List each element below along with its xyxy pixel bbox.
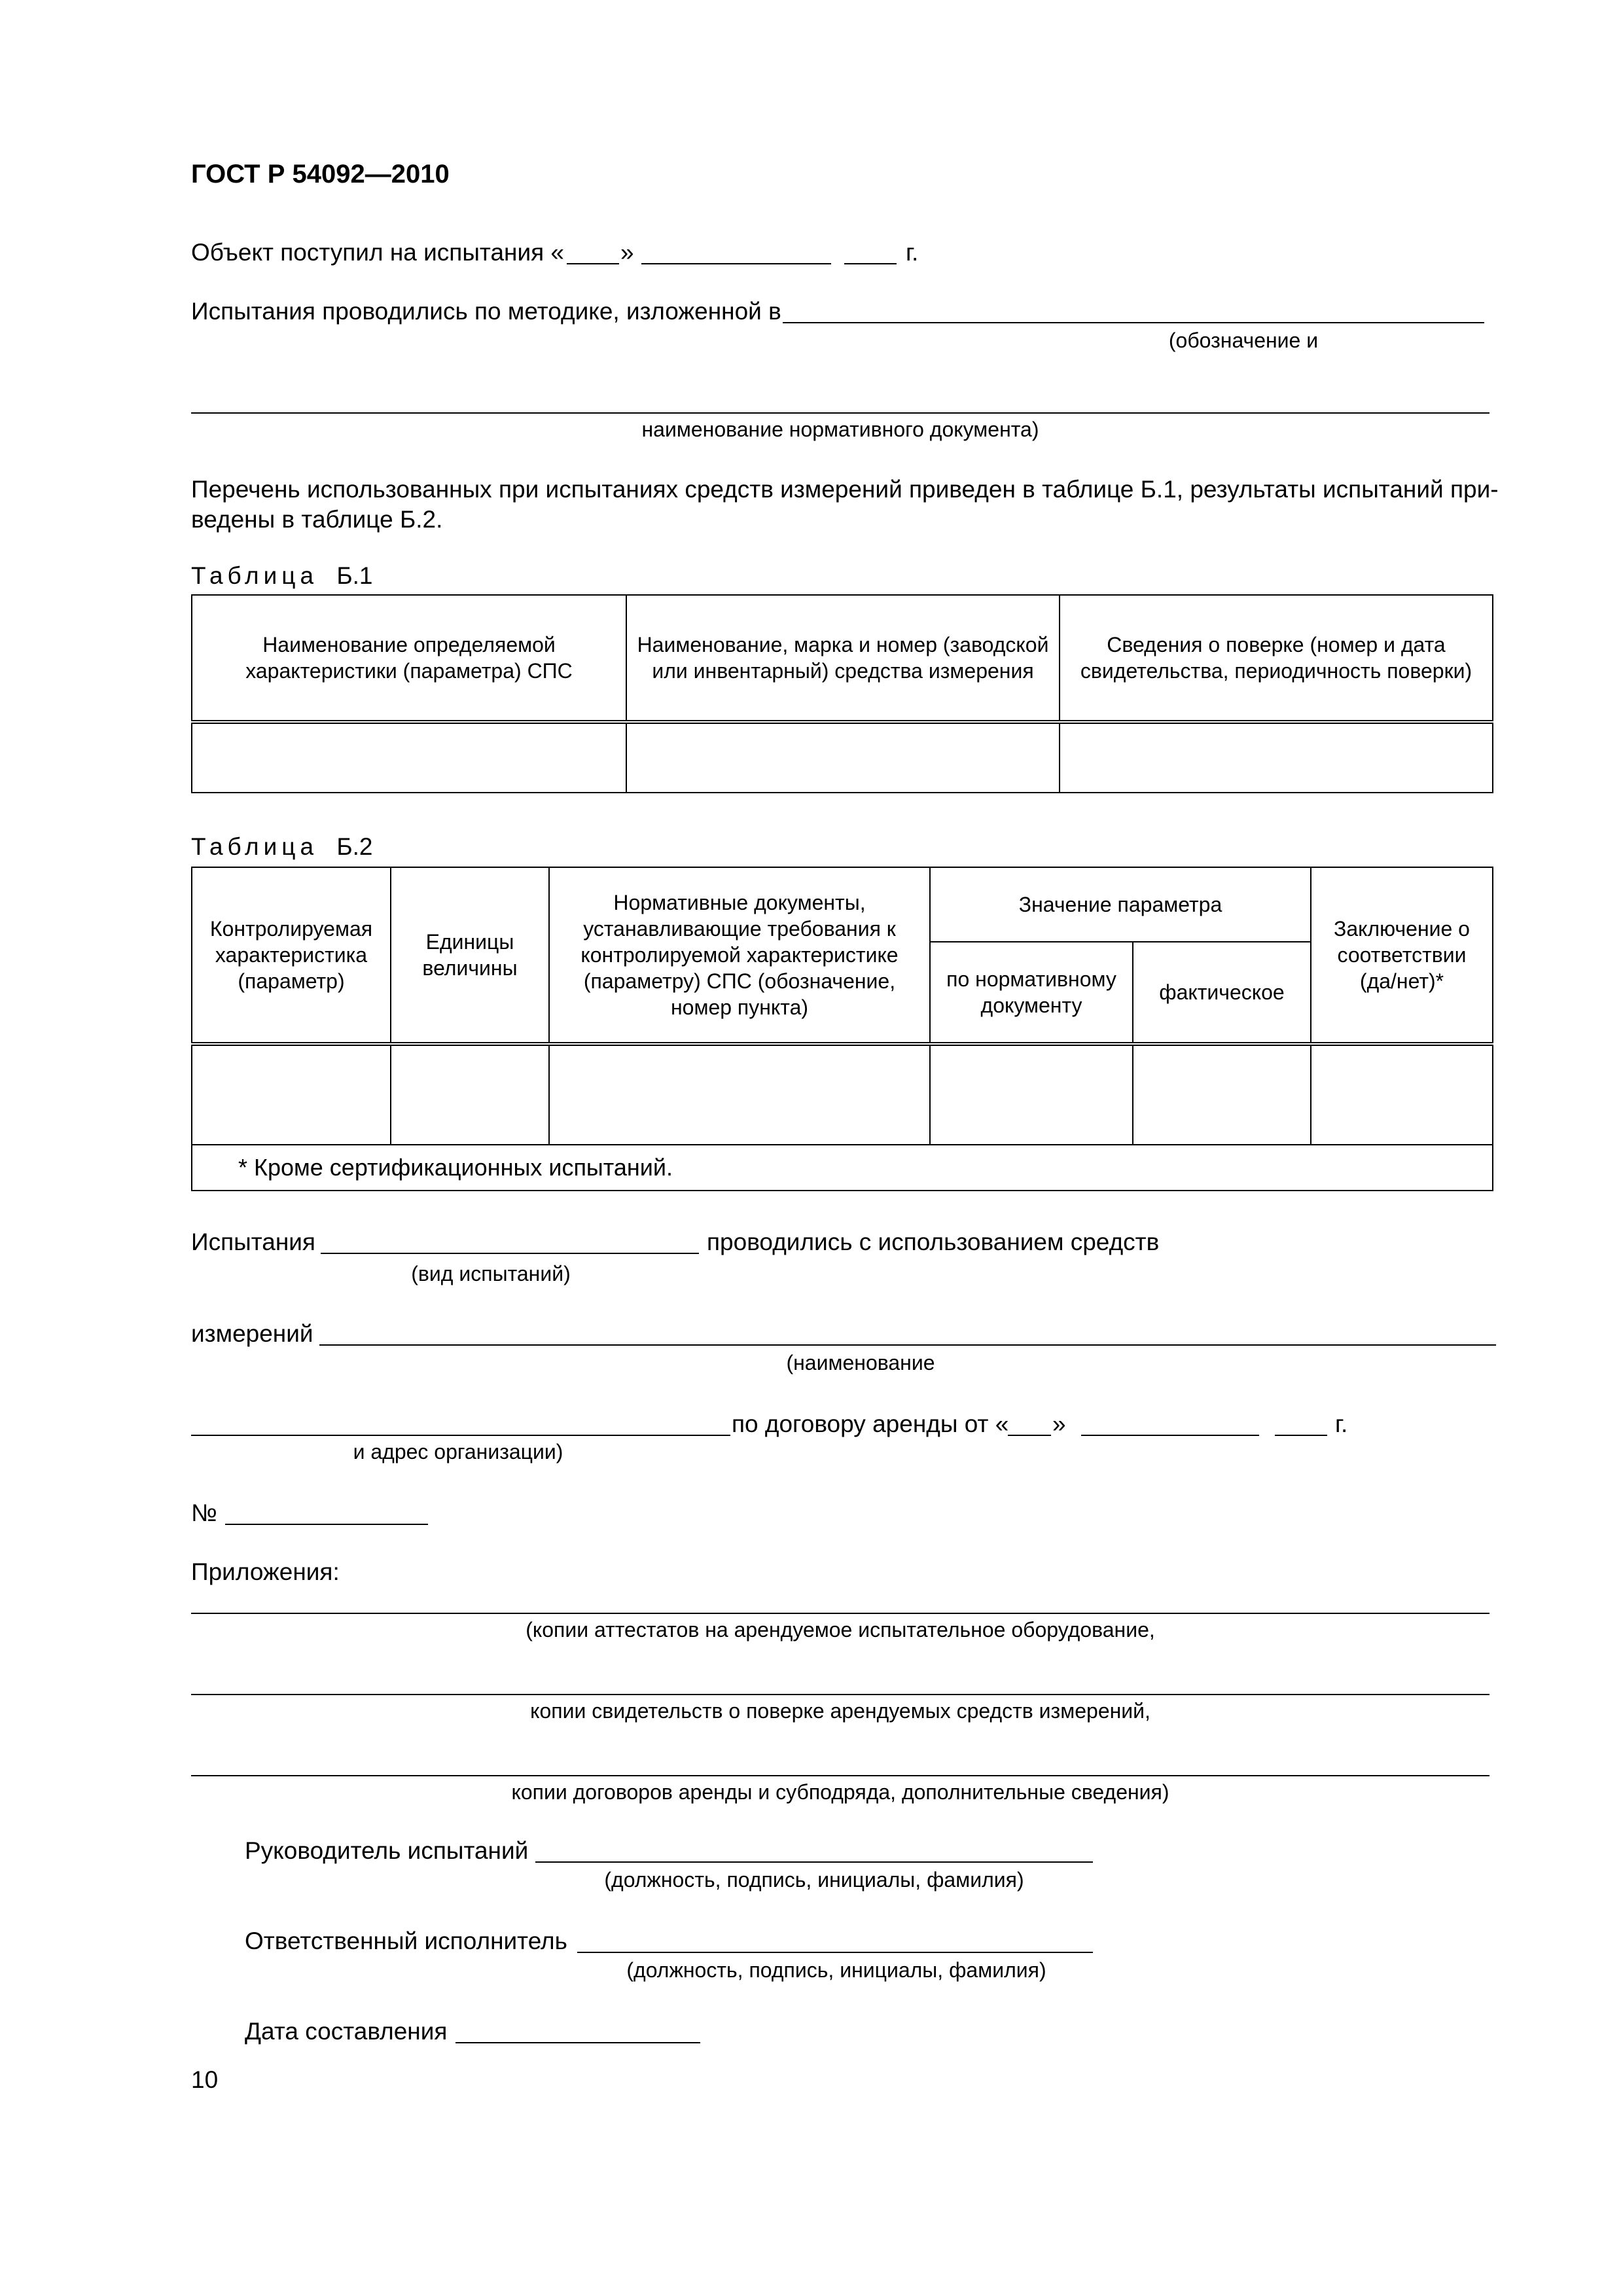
appendix-label: Приложения: [191, 1558, 340, 1585]
table-b2-col-value-fact: фактическое [1133, 942, 1311, 1044]
table-b2-caption [191, 833, 373, 861]
appendix-caption-1: (копии аттестатов на арендуемое испытательное оборудование, [526, 1618, 1155, 1641]
intro-paragraph-line-2: ведены в таблице Б.2. [191, 506, 443, 533]
exec-caption: (должность, подпись, инициалы, фамилия) [626, 1958, 1046, 1982]
page-number: 10 [191, 2066, 219, 2093]
table-b1-col-verification: Сведения о поверке (номер и дата свидетельства, периодичность поверки) [1060, 595, 1493, 722]
number-field[interactable] [225, 1524, 428, 1525]
lease-year-suffix: г. [1335, 1410, 1348, 1437]
table-b2-cell-2[interactable] [391, 1044, 549, 1145]
table-b2 [191, 867, 1493, 1191]
appendix-field-3[interactable] [191, 1775, 1489, 1776]
document-header: ГОСТ Р 54092—2010 [191, 160, 450, 188]
table-b2-cell-5[interactable] [1133, 1044, 1311, 1145]
lease-month-field[interactable] [1081, 1435, 1259, 1436]
lease-year-field[interactable] [1275, 1435, 1327, 1436]
tests-type-field[interactable] [321, 1253, 699, 1254]
received-year-field[interactable] [844, 263, 897, 264]
table-b1-caption [191, 562, 373, 590]
number-label: № [191, 1499, 217, 1526]
received-close-quote: » [620, 239, 634, 266]
appendix-caption-3: копии договоров аренды и субподряда, дополнительные сведения) [511, 1780, 1169, 1804]
tests-caption: (вид испытаний) [411, 1262, 571, 1285]
received-day-field[interactable] [567, 263, 619, 264]
table-b2-footnote-row [192, 1145, 1493, 1191]
method-text: Испытания проводились по методике, изложенной в [191, 298, 781, 325]
table-b1-cell-3[interactable] [1060, 722, 1493, 793]
appendix-field-2[interactable] [191, 1694, 1489, 1695]
table-b1-caption-word: Таблица [191, 562, 319, 589]
table-b1-col-instrument: Наименование, марка и номер (заводской или инвентарный) средства измерения [626, 595, 1060, 722]
table-b2-caption-word: Таблица [191, 833, 319, 860]
method-caption-2: наименование нормативного документа) [641, 418, 1039, 441]
method-field-line-2[interactable] [191, 412, 1489, 414]
table-b2-cell-3[interactable] [549, 1044, 930, 1145]
table-row [192, 1044, 1493, 1145]
table-b2-col-value: Значение параметра [930, 867, 1311, 942]
exec-label: Ответственный исполнитель [245, 1928, 567, 1954]
table-b1-cell-2[interactable] [626, 722, 1060, 793]
tests-suffix: проводились с использованием средств [707, 1229, 1160, 1255]
table-row [192, 722, 1493, 793]
exec-signature-field[interactable] [577, 1952, 1093, 1953]
table-b1-cell-1[interactable] [192, 722, 626, 793]
date-field[interactable] [455, 2042, 700, 2043]
head-signature-field[interactable] [535, 1861, 1093, 1863]
intro-paragraph-line-1: Перечень использованных при испытаниях средств измерений приведен в таблице Б.1, результаты испытаний при- [191, 476, 1499, 503]
received-month-field[interactable] [641, 263, 831, 264]
head-label: Руководитель испытаний [245, 1837, 529, 1864]
table-b2-cell-1[interactable] [192, 1044, 391, 1145]
table-b2-col-units: Единицы величины [391, 867, 549, 1044]
table-b2-col-value-norm: по нормативному документу [930, 942, 1133, 1044]
tests-label: Испытания [191, 1229, 315, 1255]
method-field[interactable] [783, 322, 1484, 323]
table-b1 [191, 594, 1493, 793]
received-prefix: Объект поступил на испытания « [191, 239, 565, 266]
table-b2-col-conclusion: Заключение о соответствии (да/нет)* [1311, 867, 1493, 1044]
table-b2-col-docs: Нормативные документы, устанавливающие требования к контролируемой характеристике (параметру) СПС (обозначение, номер пункта) [549, 867, 930, 1044]
org-field[interactable] [191, 1435, 730, 1436]
lease-close-quote: » [1052, 1410, 1066, 1437]
appendix-field-1[interactable] [191, 1613, 1489, 1614]
received-year-suffix: г. [906, 239, 919, 266]
measure-field[interactable] [319, 1344, 1496, 1346]
measure-label: измерений [191, 1320, 313, 1347]
method-caption-1: (обозначение и [1168, 329, 1319, 352]
head-caption: (должность, подпись, инициалы, фамилия) [604, 1868, 1024, 1892]
date-label: Дата составления [245, 2018, 448, 2045]
appendix-caption-2: копии свидетельств о поверке арендуемых средств измерений, [530, 1699, 1150, 1723]
lease-text: по договору аренды от « [732, 1410, 1009, 1437]
table-b2-footnote: * Кроме сертификационных испытаний. [192, 1145, 1493, 1191]
org-caption: и адрес организации) [353, 1440, 563, 1463]
table-b2-cell-4[interactable] [930, 1044, 1133, 1145]
table-b1-header-row [192, 595, 1493, 722]
table-b2-cell-6[interactable] [1311, 1044, 1493, 1145]
measure-caption: (наименование [786, 1351, 935, 1374]
table-b1-number: Б.1 [336, 562, 373, 589]
table-b1-col-parameter: Наименование определяемой характеристики (параметра) СПС [192, 595, 626, 722]
table-b2-number: Б.2 [336, 833, 373, 860]
table-b2-col-parameter: Контролируемая характеристика (параметр) [192, 867, 391, 1044]
lease-day-field[interactable] [1008, 1435, 1051, 1436]
table-b2-header-row-1 [192, 867, 1493, 942]
